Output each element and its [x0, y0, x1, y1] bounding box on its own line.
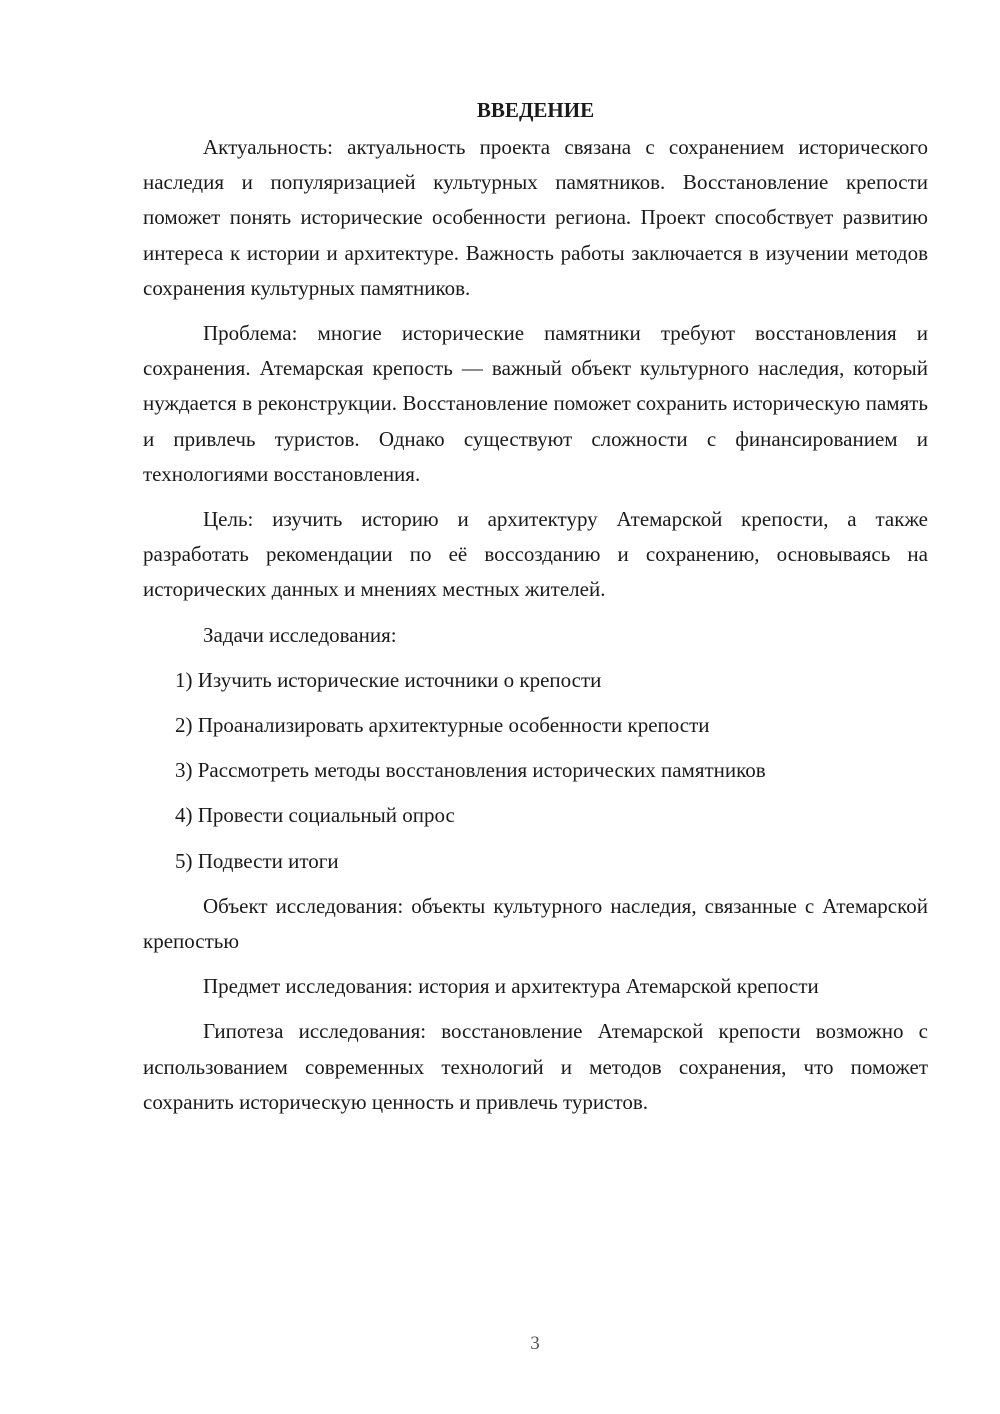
list-item: 5) Подвести итоги — [175, 848, 339, 873]
tasks-heading: Задачи исследования: — [203, 622, 397, 647]
paragraph-object: Объект исследования: объекты культурного наследия, связанные с Атемарской крепостью — [143, 893, 928, 954]
list-item: 1) Изучить исторические источники о крепости — [175, 667, 602, 692]
page-number: 3 — [530, 1333, 540, 1354]
page-title: ВВЕДЕНИЕ — [476, 98, 595, 122]
paragraph-subject: Предмет исследования: история и архитектура Атемарской крепости — [203, 974, 819, 999]
paragraph-hypothesis: Гипотеза исследования: восстановление Атемарской крепости возможно с использованием современных технологий и методов сохранения, что поможет сохранить историческую ценность и привлечь туристов. — [143, 1019, 928, 1114]
page-content — [143, 93, 928, 1130]
list-item: 3) Рассмотреть методы восстановления исторических памятников — [175, 758, 766, 783]
paragraph-problem: Проблема: многие исторические памятники требуют восстановления и сохранения. Атемарская крепость — важный объект культурного наследия, который нуждается в реконструкции. Восстановление поможет сохранить историческую память и привлечь туристов. Однако существуют сложности с финансированием и технологиями восстановления. — [143, 321, 928, 486]
tasks-list — [143, 663, 928, 879]
paragraph-goal: Цель: изучить историю и архитектуру Атемарской крепости, а также разработать рекомендации по её воссозданию и сохранению, основываясь на исторических данных и мнениях местных жителей. — [143, 507, 928, 602]
list-item: 2) Проанализировать архитектурные особенности крепости — [175, 713, 710, 738]
paragraph-relevance: Актуальность: актуальность проекта связана с сохранением исторического наследия и популяризацией культурных памятников. Восстановление крепости поможет понять исторические особенности региона. Проект способствует развитию интереса к истории и архитектуре. Важность работы заключается в изучении методов сохранения культурных памятников. — [143, 135, 928, 300]
list-item: 4) Провести социальный опрос — [175, 803, 455, 828]
